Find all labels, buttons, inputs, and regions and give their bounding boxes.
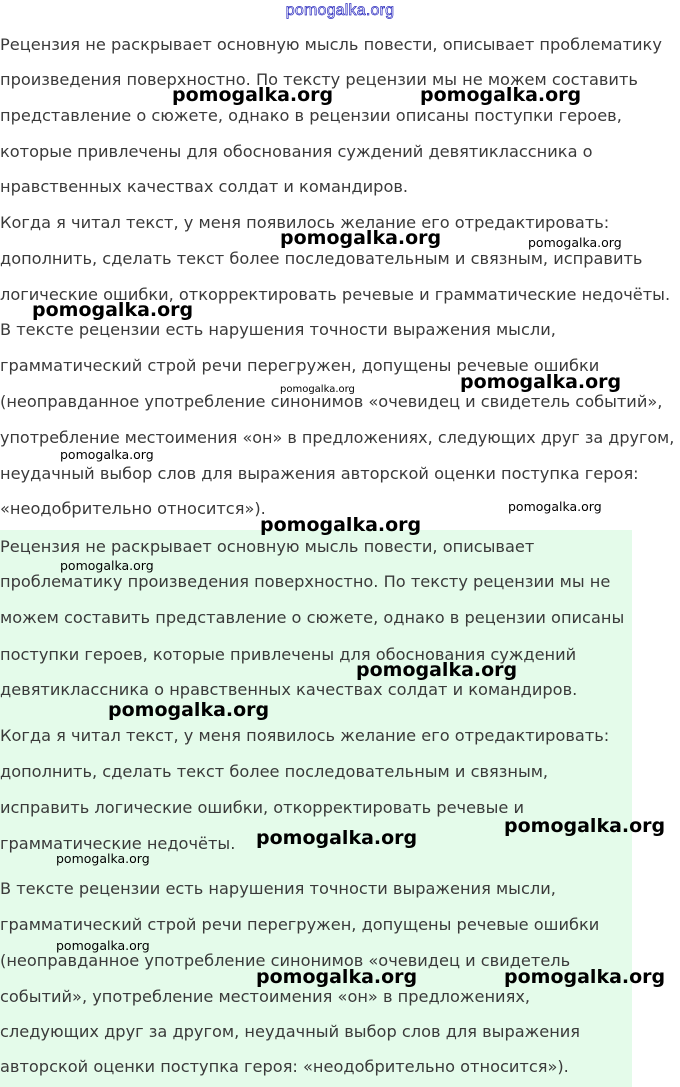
text-line: грамматический строй речи перегружен, допущены речевые ошибки (0, 356, 600, 375)
watermark: pomogalka.org (504, 966, 666, 988)
text-line: поступки героев, которые привлечены для обоснования суждений (0, 645, 577, 664)
text-line: Когда я читал текст, у меня появилось желание его отредактировать: (0, 213, 610, 232)
watermark: pomogalka.org (460, 371, 622, 393)
watermark: pomogalka.org (256, 966, 418, 988)
text-line: грамматический строй речи перегружен, допущены речевые ошибки (0, 915, 600, 934)
text-line: которые привлечены для обоснования суждений девятиклассника о (0, 142, 593, 161)
watermark: pomogalka.org (60, 447, 154, 462)
watermark: pomogalka.org (172, 84, 334, 106)
text-line: грамматические недочёты. (0, 834, 236, 853)
watermark: pomogalka.org (56, 938, 150, 953)
text-line: проблематику произведения поверхностно. По тексту рецензии мы не (0, 572, 611, 591)
text-line: Рецензия не раскрывает основную мысль повести, описывает проблематику (0, 35, 662, 54)
text-line: Рецензия не раскрывает основную мысль повести, описывает (0, 537, 535, 556)
text-line: «неодобрительно относится»). (0, 499, 266, 518)
text-line: В тексте рецензии есть нарушения точности выражения мысли, (0, 879, 556, 898)
watermark: pomogalka.org (508, 499, 602, 514)
text-line: (неоправданное употребление синонимов «очевидец и свидетель (0, 951, 571, 970)
watermark: pomogalka.org (504, 815, 666, 837)
text-line: представление о сюжете, однако в рецензии описаны поступки героев, (0, 106, 622, 125)
watermark: pomogalka.org (260, 514, 422, 536)
watermark: pomogalka.org (528, 235, 622, 250)
watermark: pomogalka.org (60, 558, 154, 573)
text-line: (неоправданное употребление синонимов «очевидец и свидетель событий», (0, 392, 663, 411)
text-line: дополнить, сделать текст более последовательным и связным, (0, 762, 549, 781)
watermark: pomogalka.org (32, 299, 194, 321)
text-line: девятиклассника о нравственных качествах солдат и командиров. (0, 680, 578, 699)
text-line: следующих друг за другом, неудачный выбор слов для выражения (0, 1022, 581, 1041)
watermark: pomogalka.org (108, 699, 270, 721)
text-line: событий», употребление местоимения «он» в предложениях, (0, 987, 531, 1006)
text-line: В тексте рецензии есть нарушения точности выражения мысли, (0, 320, 556, 339)
text-line: употребление местоимения «он» в предложениях, следующих друг за другом, (0, 428, 675, 447)
text-line: Когда я читал текст, у меня появилось желание его отредактировать: (0, 726, 610, 745)
text-line: неудачный выбор слов для выражения авторской оценки поступка героя: (0, 464, 639, 483)
text-line: логические ошибки, откорректировать речевые и грамматические недочёты. (0, 285, 671, 304)
text-line: можем составить представление о сюжете, однако в рецензии описаны (0, 608, 625, 627)
text-line: авторской оценки поступка героя: «неодобрительно относится»). (0, 1057, 569, 1076)
text-line: нравственных качествах солдат и командиров. (0, 177, 409, 196)
watermark: pomogalka.org (280, 227, 442, 249)
watermark: pomogalka.org (280, 384, 355, 395)
text-line: дополнить, сделать текст более последовательным и связным, исправить (0, 249, 643, 268)
watermark: pomogalka.org (356, 659, 518, 681)
watermark: pomogalka.org (56, 851, 150, 866)
watermark: pomogalka.org (256, 827, 418, 849)
text-line: произведения поверхностно. По тексту рецензии мы не можем составить (0, 70, 638, 89)
watermark: pomogalka.org (420, 84, 582, 106)
site-header-logo[interactable]: pomogalka.org (285, 2, 395, 19)
text-line: исправить логические ошибки, откорректировать речевые и (0, 798, 524, 817)
